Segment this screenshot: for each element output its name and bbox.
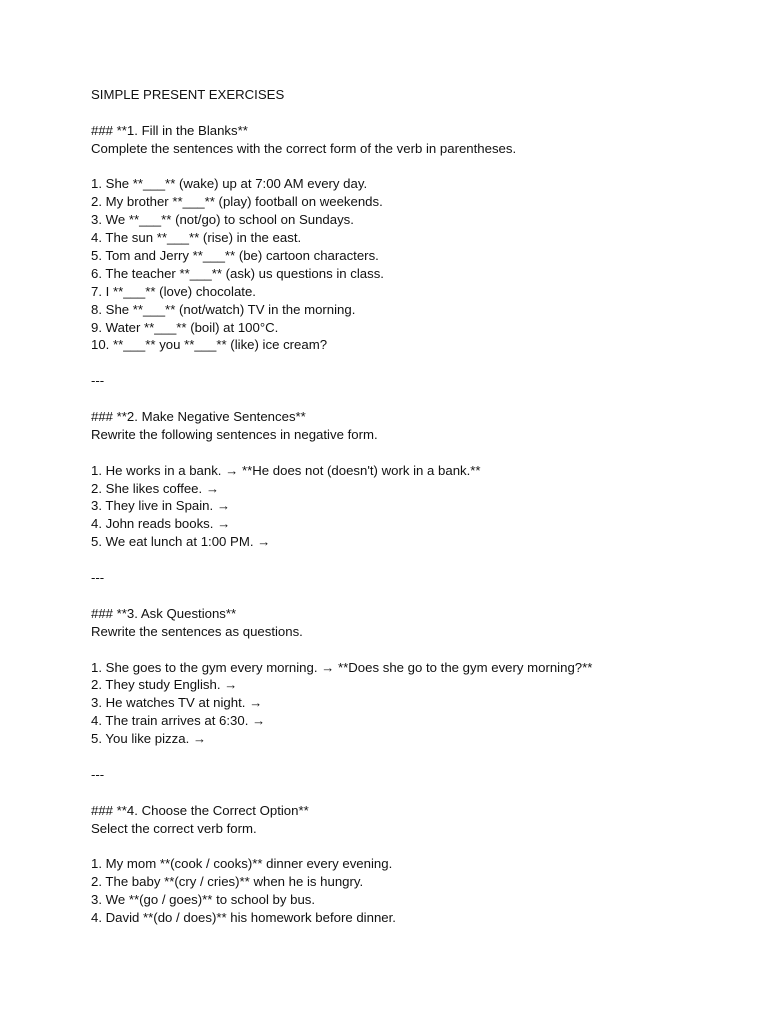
blank-line [91, 837, 731, 855]
blank-line [91, 158, 731, 176]
section-separator: --- [91, 373, 105, 389]
section-instruction: Rewrite the sentences as questions. [91, 623, 303, 639]
section-heading: ### **2. Make Negative Sentences** [91, 409, 306, 425]
exercise-item: 1. She goes to the gym every morning. → **Does she go to the gym every morning?** [91, 659, 593, 675]
exercise-item: 1. My mom **(cook / cooks)** dinner every evening. [91, 856, 393, 872]
blank-line [91, 551, 731, 569]
exercise-item: 1. He works in a bank. → **He does not (doesn't) work in a bank.** [91, 462, 481, 478]
exercise-item: 3. We **(go / goes)** to school by bus. [91, 892, 316, 908]
section-heading: ### **1. Fill in the Blanks** [91, 122, 248, 138]
section-instruction: Select the correct verb form. [91, 820, 257, 836]
exercise-item: 6. The teacher **___** (ask) us questions in class. [91, 265, 384, 281]
document-body [91, 86, 731, 927]
exercise-item: 7. I **___** (love) chocolate. [91, 283, 256, 299]
exercise-item: 4. David **(do / does)** his homework before dinner. [91, 909, 396, 925]
exercise-item: 3. He watches TV at night. → [91, 695, 263, 711]
section-heading: ### **3. Ask Questions** [91, 605, 237, 621]
section-separator: --- [91, 766, 105, 782]
section-separator: --- [91, 570, 105, 586]
blank-line [91, 748, 731, 766]
exercise-item: 5. We eat lunch at 1:00 PM. → [91, 534, 271, 550]
exercise-item: 3. We **___** (not/go) to school on Sundays. [91, 212, 354, 228]
exercise-item: 2. The baby **(cry / cries)** when he is hungry. [91, 874, 364, 890]
blank-line [91, 104, 731, 122]
blank-line [91, 444, 731, 462]
exercise-item: 10. **___** you **___** (like) ice cream? [91, 337, 328, 353]
exercise-item: 4. The sun **___** (rise) in the east. [91, 230, 302, 246]
exercise-item: 2. They study English. → [91, 677, 238, 693]
blank-line [91, 354, 731, 372]
exercise-item: 5. Tom and Jerry **___** (be) cartoon characters. [91, 248, 379, 264]
exercise-item: 4. The train arrives at 6:30. → [91, 713, 266, 729]
section-instruction: Complete the sentences with the correct form of the verb in parentheses. [91, 140, 517, 156]
exercise-item: 2. My brother **___** (play) football on weekends. [91, 194, 383, 210]
exercise-item: 5. You like pizza. → [91, 731, 207, 747]
section-instruction: Rewrite the following sentences in negative form. [91, 426, 378, 442]
blank-line [91, 784, 731, 802]
document-title: SIMPLE PRESENT EXERCISES [91, 87, 285, 102]
exercise-item: 9. Water **___** (boil) at 100°C. [91, 319, 279, 335]
section-heading: ### **4. Choose the Correct Option** [91, 802, 309, 818]
blank-line [91, 587, 731, 605]
exercise-item: 8. She **___** (not/watch) TV in the morning. [91, 301, 356, 317]
exercise-item: 4. John reads books. → [91, 516, 231, 532]
blank-line [91, 390, 731, 408]
blank-line [91, 641, 731, 659]
exercise-item: 3. They live in Spain. → [91, 498, 231, 514]
exercise-item: 2. She likes coffee. → [91, 480, 220, 496]
exercise-item: 1. She **___** (wake) up at 7:00 AM every day. [91, 176, 368, 192]
